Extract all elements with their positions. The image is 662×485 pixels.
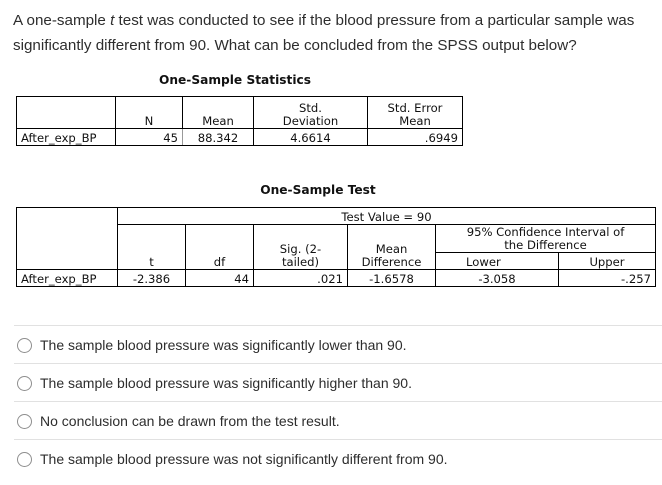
radio-button[interactable] [17,338,32,353]
test-header-sig: Sig. (2- tailed) [254,225,348,270]
test-value-header: Test Value = 90 [118,208,656,225]
stats-cell-mean: 88.342 [183,129,254,146]
answer-option-3[interactable] [14,401,662,440]
test-header-t: t [118,225,186,270]
stats-corner [17,97,116,129]
test-cell-df: 44 [186,270,254,287]
test-table [16,207,656,287]
stats-header-std-err: Std. Error Mean [368,97,463,129]
stats-cell-std-err: .6949 [368,129,463,146]
test-header-mean-diff: Mean Difference [348,225,436,270]
stats-header-std-dev: Std. Deviation [254,97,368,129]
answer-option-label[interactable]: No conclusion can be drawn from the test result. [40,413,340,429]
stats-row-label: After_exp_BP [17,129,116,146]
test-corner [17,208,118,270]
test-header-lower: Lower [436,253,559,270]
stats-table-title: One-Sample Statistics [158,73,312,87]
answer-option-2[interactable] [14,363,662,402]
test-header-upper: Upper [559,253,656,270]
answer-option-label[interactable]: The sample blood pressure was significantly higher than 90. [40,375,412,391]
test-row-label: After_exp_BP [17,270,118,287]
radio-button[interactable] [17,414,32,429]
test-cell-t: -2.386 [118,270,186,287]
answer-option-label[interactable]: The sample blood pressure was significantly lower than 90. [40,337,407,353]
answer-option-4[interactable] [14,439,662,478]
stats-cell-std-dev: 4.6614 [254,129,368,146]
question-line-1: A one-sample t test was conducted to see if the blood pressure from a particular sample was [13,12,635,29]
answer-option-1[interactable] [14,325,662,364]
test-cell-sig: .021 [254,270,348,287]
test-header-df: df [186,225,254,270]
test-table-title: One-Sample Test [260,183,376,197]
radio-button[interactable] [17,452,32,467]
question-text [13,8,662,58]
answer-option-label[interactable]: The sample blood pressure was not significantly different from 90. [40,451,448,467]
radio-button[interactable] [17,376,32,391]
stats-header-n: N [116,97,183,129]
stats-cell-n: 45 [116,129,183,146]
question-line-2: significantly different from 90. What can be concluded from the SPSS output below? [13,37,577,54]
test-header-ci: 95% Confidence Interval of the Difference [436,225,656,253]
stats-header-mean: Mean [183,97,254,129]
test-cell-upper: -.257 [559,270,656,287]
question-italic-t: t [110,12,115,29]
test-cell-mean-diff: -1.6578 [348,270,436,287]
test-cell-lower: -3.058 [436,270,559,287]
stats-table [16,96,463,146]
